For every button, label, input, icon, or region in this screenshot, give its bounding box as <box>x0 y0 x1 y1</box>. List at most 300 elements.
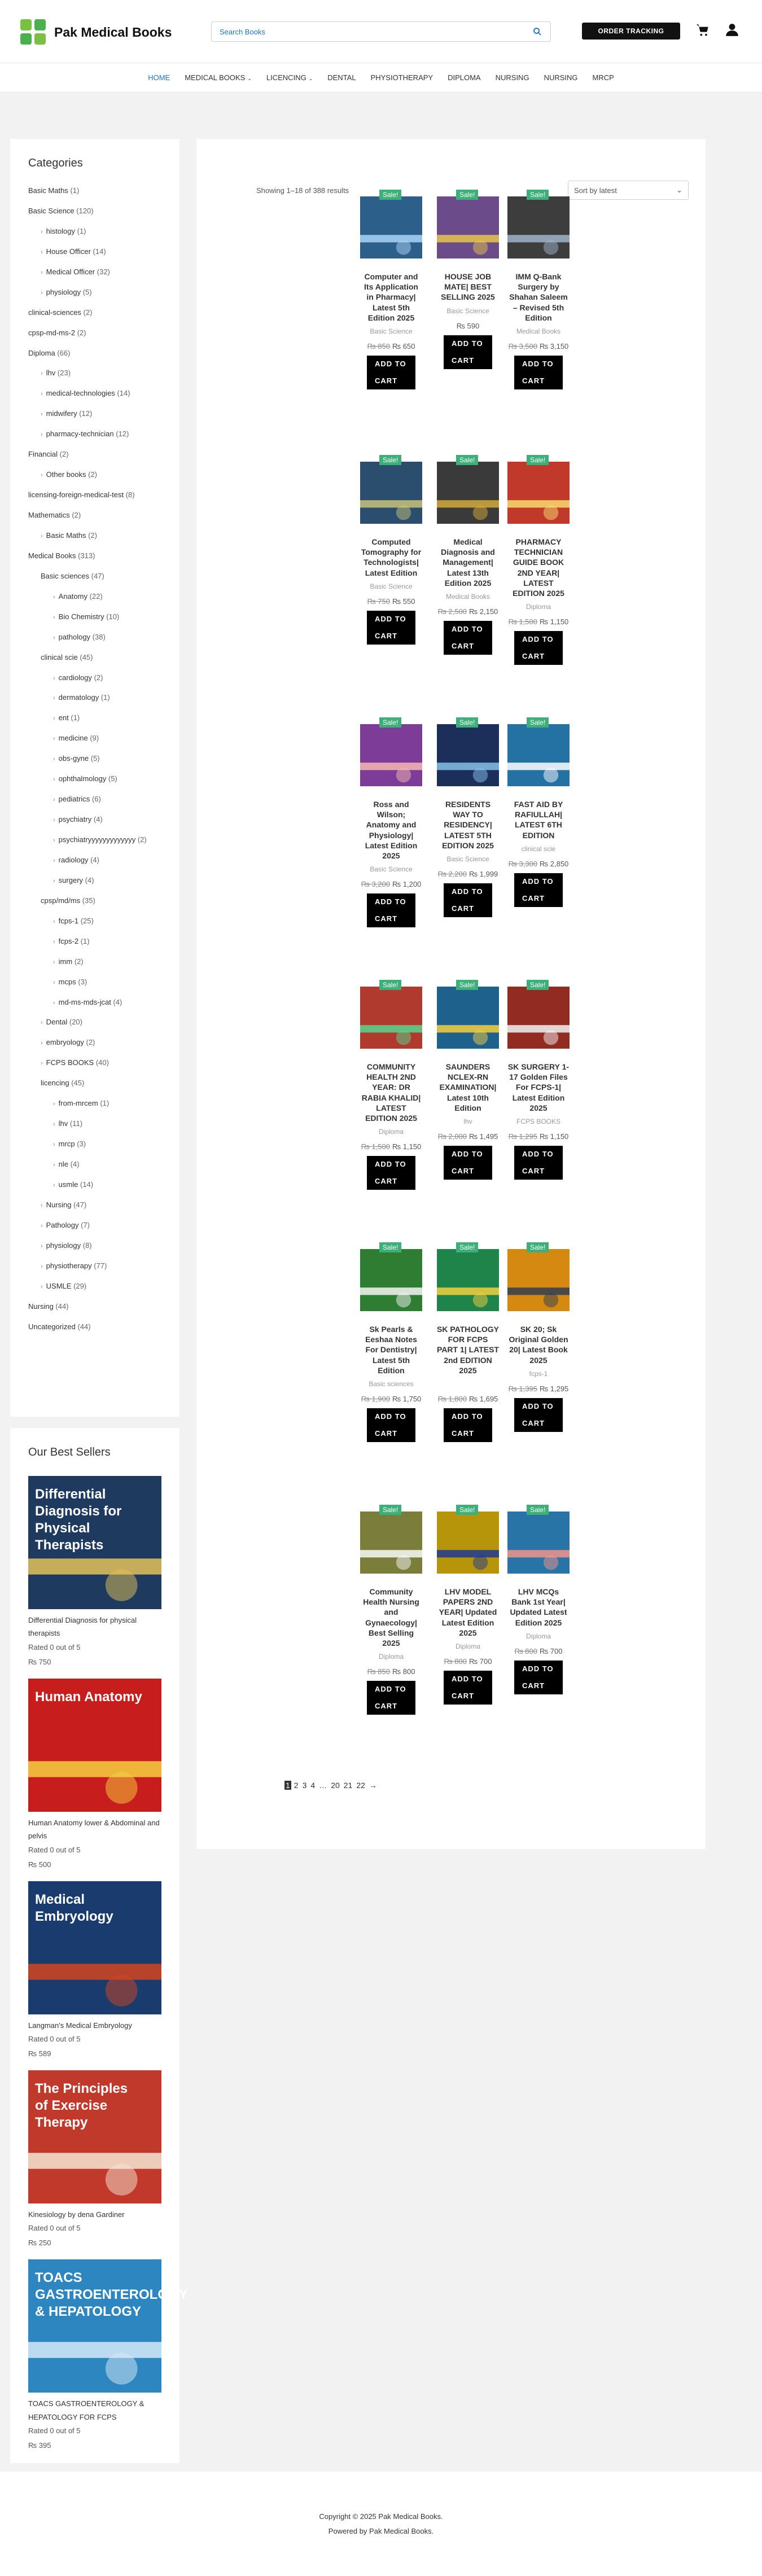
category-item[interactable] <box>28 1160 161 1169</box>
category-item[interactable] <box>28 775 161 783</box>
chevron-right-icon: › <box>53 1162 55 1168</box>
old-price: ₨ 3,200 <box>361 880 390 888</box>
add-to-cart-button[interactable]: ADD TO CART <box>367 1681 415 1715</box>
category-link[interactable]: midwifery <box>46 409 77 418</box>
search-input[interactable] <box>220 28 532 36</box>
sale-badge: Sale! <box>379 1242 401 1252</box>
category-link[interactable]: psychiatryyyyyyyyyyyyy <box>58 835 136 844</box>
category-link[interactable]: Nursing <box>46 1200 72 1209</box>
sale-badge: Sale! <box>527 190 549 200</box>
category-link[interactable]: nle <box>58 1160 69 1168</box>
category-item[interactable] <box>28 1059 161 1067</box>
category-link[interactable]: Mathematics <box>28 511 70 519</box>
category-item[interactable] <box>28 836 161 844</box>
old-price: ₨ 800 <box>444 1657 467 1666</box>
category-link[interactable]: Diploma <box>28 348 55 357</box>
category-item[interactable] <box>28 937 161 946</box>
category-item[interactable] <box>28 248 161 256</box>
product-image[interactable] <box>437 987 499 1049</box>
product-category[interactable]: Diploma <box>378 1653 404 1661</box>
order-tracking-button[interactable]: ORDER TRACKING <box>582 23 680 40</box>
category-item[interactable] <box>28 1262 161 1271</box>
product-image[interactable] <box>507 462 570 524</box>
category-link[interactable]: ophthalmology <box>58 774 107 783</box>
chevron-right-icon: › <box>53 776 55 783</box>
category-link[interactable]: physiotherapy <box>46 1261 92 1270</box>
nav-item-label: MEDICAL BOOKS <box>185 73 246 82</box>
account-icon[interactable] <box>725 23 739 37</box>
category-link[interactable]: medicine <box>58 734 88 743</box>
product-image[interactable] <box>360 1249 422 1311</box>
category-item[interactable] <box>28 633 161 642</box>
category-item[interactable] <box>28 268 161 277</box>
category-item[interactable] <box>28 207 161 216</box>
chevron-right-icon: › <box>41 289 43 296</box>
product-category[interactable]: Diploma <box>455 1642 480 1650</box>
product-title[interactable]: SAUNDERS NCLEX-RN EXAMINATION| Latest 10th Edition <box>439 1062 497 1112</box>
category-item[interactable] <box>28 654 161 662</box>
category-link[interactable]: pharmacy-technician <box>46 430 114 439</box>
add-to-cart-button[interactable]: ADD TO CART <box>444 621 492 655</box>
chevron-right-icon: › <box>41 1283 43 1290</box>
add-to-cart-button[interactable]: ADD TO CART <box>444 1671 492 1705</box>
category-item[interactable] <box>28 511 161 520</box>
category-link[interactable]: Basic Science <box>28 206 75 215</box>
category-link[interactable]: Uncategorized <box>28 1322 76 1331</box>
category-link[interactable]: Basic Maths <box>46 531 86 540</box>
category-count: (8) <box>82 1241 92 1250</box>
product-title[interactable]: Medical Diagnosis and Management| Latest 13th Edition 2025 <box>441 537 495 588</box>
product-image[interactable] <box>507 987 570 1049</box>
sale-price: ₨ 800 <box>392 1667 415 1676</box>
product-image[interactable] <box>360 1512 422 1574</box>
chevron-right-icon: › <box>41 532 43 540</box>
product-title[interactable]: LHV MODEL PAPERS 2ND YEAR| Updated Latest Edition 2025 <box>439 1587 497 1637</box>
category-link[interactable]: ent <box>58 713 69 722</box>
category-item[interactable] <box>28 674 161 682</box>
book-cover-image[interactable] <box>28 2070 161 2203</box>
pagination <box>284 1781 378 1790</box>
product-image[interactable] <box>360 462 422 524</box>
category-count: (44) <box>55 1302 69 1311</box>
product-image[interactable] <box>437 724 499 786</box>
product-category[interactable]: Basic sciences <box>369 1380 414 1388</box>
page-number[interactable]: 20 <box>331 1781 340 1790</box>
category-item[interactable] <box>28 1039 161 1047</box>
sale-price: ₨ 1,150 <box>540 617 569 626</box>
bestseller-title[interactable]: Kinesiology by dena Gardiner <box>28 2210 125 2219</box>
old-price: ₨ 1,900 <box>361 1395 390 1403</box>
category-link[interactable]: physiology <box>46 1241 81 1250</box>
category-link[interactable]: Bio Chemistry <box>58 612 104 621</box>
chevron-right-icon: › <box>41 248 43 256</box>
sale-badge: Sale! <box>456 190 478 200</box>
add-to-cart-button[interactable]: ADD TO CART <box>367 893 415 927</box>
category-item[interactable] <box>28 1018 161 1027</box>
add-to-cart-button[interactable]: ADD TO CART <box>367 1156 415 1190</box>
nav-item-label: NURSING <box>544 73 578 82</box>
category-item[interactable] <box>28 491 161 500</box>
book-cover-image[interactable] <box>28 2259 188 2393</box>
bestseller-title[interactable]: Human Anatomy lower & Abdominal and pelvis <box>28 1818 160 1841</box>
product-category[interactable]: clinical scie <box>521 845 556 853</box>
category-item[interactable] <box>28 430 161 439</box>
site-logo[interactable] <box>20 19 172 45</box>
sale-badge: Sale! <box>456 455 478 465</box>
product-price <box>507 1385 570 1393</box>
page-number[interactable]: 3 <box>302 1781 307 1790</box>
category-link[interactable]: Medical Books <box>28 551 76 560</box>
product-image[interactable] <box>437 1249 499 1311</box>
main-area <box>0 93 762 2472</box>
product-category[interactable]: Medical Books <box>516 327 561 335</box>
product-price <box>507 860 570 868</box>
page-number[interactable]: 4 <box>310 1781 316 1790</box>
category-item[interactable] <box>28 187 161 195</box>
category-link[interactable]: cardiology <box>58 673 92 682</box>
product-price <box>360 342 422 351</box>
category-link[interactable]: Medical Officer <box>46 267 95 276</box>
add-to-cart-button[interactable]: ADD TO CART <box>367 356 415 389</box>
category-link[interactable]: House Officer <box>46 247 91 256</box>
category-item[interactable] <box>28 877 161 885</box>
category-count: (14) <box>93 247 106 256</box>
product-image[interactable] <box>360 196 422 259</box>
category-count: (22) <box>89 592 103 601</box>
add-to-cart-button[interactable]: ADD TO CART <box>514 1398 563 1432</box>
category-count: (1) <box>70 186 80 195</box>
category-link[interactable]: Anatomy <box>58 592 87 601</box>
category-item[interactable] <box>28 856 161 865</box>
category-link[interactable]: cpsp-md-ms-2 <box>28 328 76 337</box>
category-link[interactable]: mcps <box>58 977 76 986</box>
category-link[interactable]: Pathology <box>46 1220 79 1229</box>
svg-text:Human Anatomy: Human Anatomy <box>35 1689 142 1705</box>
product-image[interactable] <box>360 987 422 1049</box>
add-to-cart-button[interactable]: ADD TO CART <box>444 335 492 369</box>
bestseller-item <box>28 2070 161 2250</box>
product-price <box>360 1395 422 1403</box>
add-to-cart-button[interactable]: ADD TO CART <box>367 1408 415 1442</box>
category-link[interactable]: pathology <box>58 632 91 641</box>
category-item[interactable] <box>28 734 161 743</box>
product-title[interactable]: Computed Tomography for Technologists| Latest Edition <box>361 537 422 577</box>
category-link[interactable]: licensing-foreign-medical-test <box>28 490 124 500</box>
nav-item-nursing[interactable] <box>496 70 529 85</box>
category-link[interactable]: Nursing <box>28 1302 54 1311</box>
chevron-right-icon: › <box>53 796 55 804</box>
category-link[interactable]: fcps-1 <box>58 916 79 925</box>
sort-select[interactable] <box>568 181 689 200</box>
add-to-cart-button[interactable]: ADD TO CART <box>514 873 563 907</box>
product-image[interactable] <box>437 196 499 259</box>
category-item[interactable] <box>28 410 161 418</box>
old-price: ₨ 1,295 <box>508 1132 537 1141</box>
category-item[interactable] <box>28 1303 161 1311</box>
category-item[interactable] <box>28 349 161 358</box>
site-footer <box>0 2472 762 2576</box>
nav-item-medical-books[interactable] <box>185 70 252 85</box>
category-item[interactable] <box>28 816 161 824</box>
primary-nav <box>0 63 762 93</box>
sale-price: ₨ 1,150 <box>392 1142 422 1151</box>
category-count: (38) <box>92 632 106 641</box>
category-item[interactable] <box>28 329 161 338</box>
category-item[interactable] <box>28 552 161 560</box>
next-page-arrow[interactable]: → <box>369 1781 377 1790</box>
category-item[interactable] <box>28 369 161 378</box>
category-item[interactable] <box>28 593 161 601</box>
category-link[interactable]: fcps-2 <box>58 936 79 945</box>
category-link[interactable]: embryology <box>46 1038 84 1047</box>
product-title[interactable]: IMM Q-Bank Surgery by Shahan Saleem – Revised 5th Edition <box>509 272 568 322</box>
nav-item-licencing[interactable] <box>266 70 313 85</box>
product-category[interactable]: lhv <box>463 1118 472 1125</box>
product-title[interactable]: SK SURGERY 1-17 Golden Files For FCPS-1| Latest Edition 2025 <box>507 1062 570 1112</box>
sale-price: ₨ 550 <box>392 597 415 606</box>
category-item[interactable] <box>28 1120 161 1128</box>
category-count: (2) <box>94 673 103 682</box>
product-title[interactable]: HOUSE JOB MATE| BEST SELLING 2025 <box>441 272 495 302</box>
chevron-right-icon: › <box>53 756 55 763</box>
sale-price: ₨ 1,150 <box>540 1132 569 1141</box>
category-item[interactable] <box>28 309 161 317</box>
product-category[interactable]: Diploma <box>525 1632 551 1640</box>
bestseller-title[interactable]: Differential Diagnosis for physical therapists <box>28 1616 137 1638</box>
old-price: ₨ 750 <box>367 597 390 606</box>
add-to-cart-button[interactable]: ADD TO CART <box>514 1661 563 1694</box>
product-category[interactable]: FCPS BOOKS <box>516 1118 561 1125</box>
page-number[interactable]: 22 <box>356 1781 365 1790</box>
category-item[interactable] <box>28 1201 161 1210</box>
category-link[interactable]: histology <box>46 226 75 235</box>
product-image[interactable] <box>437 1512 499 1574</box>
chevron-right-icon: › <box>41 370 43 378</box>
product-category[interactable]: Basic Science <box>370 865 413 873</box>
categories-title: Categories <box>28 157 83 169</box>
category-link[interactable]: md-ms-mds-jcat <box>58 997 111 1006</box>
category-item[interactable] <box>28 978 161 987</box>
product-title[interactable]: COMMUNITY HEALTH 2ND YEAR: DR RABIA KHALID| LATEST EDITION 2025 <box>361 1062 421 1123</box>
product-title[interactable]: LHV MCQs Bank 1st Year| Updated Latest Edition 2025 <box>510 1587 567 1627</box>
cart-icon[interactable] <box>695 23 710 37</box>
category-item[interactable] <box>28 998 161 1007</box>
product-title[interactable]: Sk Pearls & Eeshaa Notes For Dentistry| Latest 5th Edition <box>365 1325 417 1375</box>
category-link[interactable]: pediatrics <box>58 795 90 804</box>
category-count: (1) <box>100 1099 110 1108</box>
nav-item-nursing[interactable] <box>544 70 578 85</box>
product-title[interactable]: FAST AID BY RAFIULLAH| LATEST 6TH EDITION <box>514 800 563 840</box>
bestseller-title[interactable]: TOACS GASTROENTEROLOGY & HEPATOLOGY FOR FCPS <box>28 2399 144 2421</box>
category-link[interactable]: obs-gyne <box>58 754 89 763</box>
product-category[interactable]: Basic Science <box>370 327 413 335</box>
sale-badge: Sale! <box>456 1242 478 1252</box>
bestseller-item <box>28 2259 188 2453</box>
nav-item-physiotherapy[interactable] <box>371 70 433 85</box>
category-link[interactable]: Financial <box>28 450 58 459</box>
add-to-cart-button[interactable]: ADD TO CART <box>514 356 563 389</box>
category-count: (29) <box>73 1281 87 1290</box>
nav-item-home[interactable] <box>148 70 170 85</box>
category-link[interactable]: clinical-sciences <box>28 308 81 317</box>
category-link[interactable]: USMLE <box>46 1281 72 1290</box>
category-link[interactable]: physiology <box>46 287 81 296</box>
product-title[interactable]: PHARMACY TECHNICIAN GUIDE BOOK 2ND YEAR| LATEST EDITION 2025 <box>513 537 564 598</box>
category-item[interactable] <box>28 1181 161 1189</box>
old-price: ₨ 3,300 <box>508 860 537 868</box>
category-link[interactable]: radiology <box>58 855 89 864</box>
page-number[interactable]: 21 <box>343 1781 353 1790</box>
product-category[interactable]: Diploma <box>525 603 551 611</box>
product-image[interactable] <box>360 724 422 786</box>
product-title[interactable]: SK PATHOLOGY FOR FCPS PART 1| LATEST 2nd EDITION 2025 <box>437 1325 499 1375</box>
category-item[interactable] <box>28 1282 161 1291</box>
category-link[interactable]: surgery <box>58 875 84 884</box>
category-link[interactable]: mrcp <box>58 1140 75 1149</box>
product-image[interactable] <box>507 724 570 786</box>
page-number[interactable]: 1 <box>286 1781 290 1790</box>
product-image[interactable] <box>507 1249 570 1311</box>
product-image[interactable] <box>437 462 499 524</box>
product-category[interactable]: Medical Books <box>445 593 491 601</box>
powered-by-text: Powered by Pak Medical Books. <box>328 2526 434 2535</box>
category-item[interactable] <box>28 795 161 804</box>
bestsellers-title: Our Best Sellers <box>28 1446 111 1458</box>
category-link[interactable]: from-mrcem <box>58 1099 98 1108</box>
book-cover-image[interactable] <box>28 1881 161 2014</box>
sale-badge: Sale! <box>379 980 401 990</box>
category-item[interactable] <box>28 917 161 926</box>
category-item[interactable] <box>28 1099 161 1108</box>
category-item[interactable] <box>28 572 161 581</box>
category-item[interactable] <box>28 450 161 459</box>
category-link[interactable]: dermatology <box>58 693 99 702</box>
product-title[interactable]: Ross and Wilson; Anatomy and Physiology| Latest Edition 2025 <box>365 800 418 860</box>
category-link[interactable]: usmle <box>58 1180 78 1189</box>
add-to-cart-button[interactable]: ADD TO CART <box>444 1408 492 1442</box>
price: ₨ 395 <box>28 2441 51 2450</box>
sale-badge: Sale! <box>527 1505 549 1515</box>
category-item[interactable] <box>28 755 161 763</box>
category-link[interactable]: lhv <box>46 369 56 378</box>
book-cover-image[interactable] <box>28 1476 161 1609</box>
category-count: (14) <box>80 1180 94 1189</box>
category-item[interactable] <box>28 288 161 297</box>
category-count: (25) <box>80 916 94 925</box>
category-item[interactable] <box>28 1221 161 1230</box>
nav-item-label: HOME <box>148 73 170 82</box>
rating-text: Rated 0 out of 5 <box>28 2224 81 2233</box>
add-to-cart-button[interactable]: ADD TO CART <box>514 1146 563 1180</box>
category-count: (4) <box>113 997 122 1006</box>
category-item[interactable] <box>28 714 161 722</box>
product-price <box>360 1667 422 1676</box>
category-item[interactable] <box>28 1140 161 1149</box>
old-price: ₨ 3,500 <box>508 342 537 351</box>
category-item[interactable] <box>28 897 161 905</box>
page-number[interactable]: 2 <box>294 1781 299 1790</box>
category-item[interactable] <box>28 1323 161 1331</box>
category-count: (120) <box>76 206 94 215</box>
product-category[interactable]: Basic Science <box>446 855 489 863</box>
product-image[interactable] <box>507 1512 570 1574</box>
category-item[interactable] <box>28 1242 161 1250</box>
category-item[interactable] <box>28 389 161 398</box>
category-item[interactable] <box>28 227 161 236</box>
category-link[interactable]: lhv <box>58 1119 68 1128</box>
category-item[interactable] <box>28 471 161 479</box>
nav-item-dental[interactable] <box>327 70 356 85</box>
chevron-right-icon: › <box>53 674 55 682</box>
rating-text: Rated 0 out of 5 <box>28 2426 81 2435</box>
category-item[interactable] <box>28 958 161 966</box>
category-count: (6) <box>91 795 101 804</box>
category-link[interactable]: imm <box>58 957 73 966</box>
category-link[interactable]: FCPS BOOKS <box>46 1058 94 1067</box>
chevron-right-icon: › <box>53 1121 55 1128</box>
product-title[interactable]: Community Health Nursing and Gynaecology| Best Selling 2025 <box>363 1587 419 1648</box>
chevron-right-icon: › <box>53 938 55 945</box>
category-count: (11) <box>69 1119 83 1128</box>
search-icon[interactable] <box>532 27 542 37</box>
product-category[interactable]: Diploma <box>378 1128 404 1136</box>
product-image[interactable] <box>507 196 570 259</box>
category-link[interactable]: Basic Maths <box>28 186 68 195</box>
category-link[interactable]: medical-technologies <box>46 389 115 398</box>
product-title[interactable]: Computer and Its Application in Pharmacy| Latest 5th Edition 2025 <box>364 272 418 322</box>
category-link[interactable]: Dental <box>46 1018 68 1027</box>
product-category[interactable]: Basic Science <box>446 307 489 315</box>
nav-item-mrcp[interactable] <box>593 70 614 85</box>
add-to-cart-button[interactable]: ADD TO CART <box>367 611 415 645</box>
category-count: (20) <box>69 1018 82 1027</box>
category-item[interactable] <box>28 1079 161 1088</box>
product-category[interactable]: fcps-1 <box>529 1370 548 1378</box>
add-to-cart-button[interactable]: ADD TO CART <box>444 1146 492 1180</box>
category-link[interactable]: licencing <box>41 1079 69 1088</box>
nav-item-diploma[interactable] <box>448 70 481 85</box>
category-count: (12) <box>116 430 129 439</box>
book-cover-image[interactable] <box>28 1679 161 1812</box>
product-price <box>507 1132 570 1141</box>
category-link[interactable]: Basic sciences <box>41 571 89 580</box>
nav-item-label: PHYSIOTHERAPY <box>370 73 433 82</box>
add-to-cart-button[interactable]: ADD TO CART <box>444 883 492 917</box>
svg-text:The Principles: The Principles <box>35 2080 128 2096</box>
category-item[interactable] <box>28 532 161 540</box>
chevron-right-icon: › <box>53 979 55 986</box>
category-link[interactable]: Other books <box>46 470 86 479</box>
sale-price: ₨ 700 <box>540 1647 563 1655</box>
category-count: (2) <box>59 450 69 459</box>
product-category[interactable]: Basic Science <box>370 582 413 590</box>
sale-badge: Sale! <box>456 1505 478 1515</box>
category-count: (4) <box>90 855 99 864</box>
product-title[interactable]: RESIDENTS WAY TO RESIDENCY| LATEST 5TH EDITION 2025 <box>442 800 494 850</box>
category-link[interactable]: clinical scie <box>41 652 78 661</box>
category-item[interactable] <box>28 694 161 702</box>
category-link[interactable]: cpsp/md/ms <box>41 896 81 905</box>
category-count: (1) <box>80 936 90 945</box>
search-bar <box>211 21 551 42</box>
shop-content <box>196 139 706 1849</box>
bestseller-title[interactable]: Langman's Medical Embryology <box>28 2021 132 2030</box>
category-item[interactable] <box>28 613 161 621</box>
sale-price: ₨ 2,150 <box>469 607 498 616</box>
category-link[interactable]: psychiatry <box>58 815 92 824</box>
product-title[interactable]: SK 20; Sk Original Golden 20| Latest Book 2025 <box>509 1325 568 1365</box>
add-to-cart-button[interactable]: ADD TO CART <box>514 631 563 665</box>
